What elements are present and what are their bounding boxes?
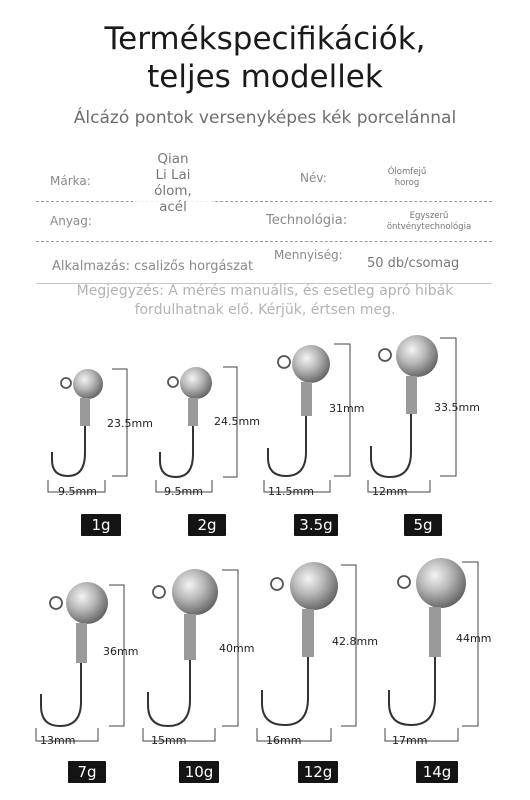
weight-label-3-5g: 3.5g [294,514,338,536]
lead-head [172,569,218,615]
hook-5g-gap-value: 12mm [372,485,408,498]
hook-collar [188,398,198,426]
measurement-note [0,282,530,320]
hook-5g [368,335,480,498]
weight-label-2g: 2g [188,514,226,536]
brand-value-line-3: ólom, [154,183,192,199]
hook-eye [379,349,391,361]
technology-value-line-2: öntvénytechnológia [386,222,472,232]
hook-eye [153,586,165,598]
hook-3-5g [264,344,364,498]
hook-bend [148,660,190,726]
hook-3-5g-gap-value: 11.5mm [268,485,314,498]
weight-label-14g: 14g [416,761,458,783]
application-label: Alkalmazás: csalizős horgászat [52,259,254,274]
hook-1g [48,369,153,498]
lead-head [396,335,438,377]
hook-3-5g-length-value: 31mm [329,402,365,415]
row-divider [36,201,492,202]
hook-bend [160,426,193,477]
quantity-label: Mennyiség: [274,248,343,262]
hook-collar [80,398,90,426]
lead-head [292,345,330,383]
hook-12g-gap-value: 16mm [266,734,302,747]
technology-label: Technológia: [266,213,348,228]
hook-eye [50,597,62,609]
material-label: Anyag: [50,214,92,228]
brand-value-line-4: acél [159,199,187,215]
technology-value [380,211,478,233]
note-line-2: fordulhatnak elő. Kérjük, értsen meg. [134,302,396,318]
hook-bend [371,414,411,477]
subtitle: Álcázó pontok versenyképes kék porcelánnal [73,108,457,128]
hook-5g-length-value: 33.5mm [434,401,480,414]
lead-head [416,558,466,608]
hook-2g-length-value: 24.5mm [214,415,260,428]
row-divider [36,241,492,242]
page-title [0,20,530,96]
brand-value-line-1: Qian [157,151,189,167]
hook-2g-gap-value: 9.5mm [164,485,203,498]
weight-label-7g: 7g [68,761,106,783]
hook-eye [168,377,178,387]
hook-10g-gap-value: 15mm [151,734,187,747]
hook-1g-length-value: 23.5mm [107,417,153,430]
title-line-1: Termékspecifikációk, [104,21,426,57]
note-line-1: Megjegyzés: A mérés manuális, és esetleg apró hibák [76,283,454,299]
lead-head [73,369,103,399]
lead-head [290,562,338,610]
hook-eye [271,578,283,590]
hook-bend [52,426,85,476]
hook-collar [406,376,417,414]
hook-14g [385,558,491,747]
hook-collar [184,614,196,660]
lead-head [66,582,108,624]
quantity-value: 50 db/csomag [367,256,460,271]
hook-12g-length-value: 42.8mm [332,635,378,648]
hook-7g-gap-value: 13mm [40,734,76,747]
hook-bend [268,416,306,476]
name-value-line-2: horog [394,178,420,188]
hook-eye [61,378,71,388]
hook-bend [389,657,435,725]
hook-bend [262,657,308,725]
hook-2g [156,367,260,498]
hook-eye [398,576,410,588]
weight-label-1g: 1g [81,514,121,536]
hook-12g [257,562,378,747]
weight-label-5g: 5g [404,514,442,536]
title-line-2: teljes modellek [147,59,383,95]
hook-7g [36,582,138,747]
hook-collar [429,607,441,657]
jig-hooks-illustration [0,330,530,800]
lead-head [180,367,212,399]
hook-collar [302,609,314,657]
hook-14g-gap-value: 17mm [392,734,428,747]
hook-14g-length-value: 44mm [456,632,492,645]
hook-7g-length-value: 36mm [103,645,139,658]
hook-10g [143,569,254,747]
hook-bend [41,663,81,726]
hook-10g-length-value: 40mm [219,642,255,655]
brand-value [133,151,213,215]
name-label: Név: [300,171,327,185]
weight-label-10g: 10g [179,761,219,783]
hook-collar [301,382,312,416]
hook-eye [278,356,290,368]
weight-label-12g: 12g [298,761,338,783]
brand-value-line-2: Li Lai [155,167,191,183]
hook-1g-gap-value: 9.5mm [58,485,97,498]
brand-label: Márka: [50,174,91,188]
name-value [382,167,432,189]
technology-value-line-1: Egyszerű [409,211,449,221]
hook-collar [76,623,87,663]
name-value-line-1: Ólomfejű [387,167,427,177]
